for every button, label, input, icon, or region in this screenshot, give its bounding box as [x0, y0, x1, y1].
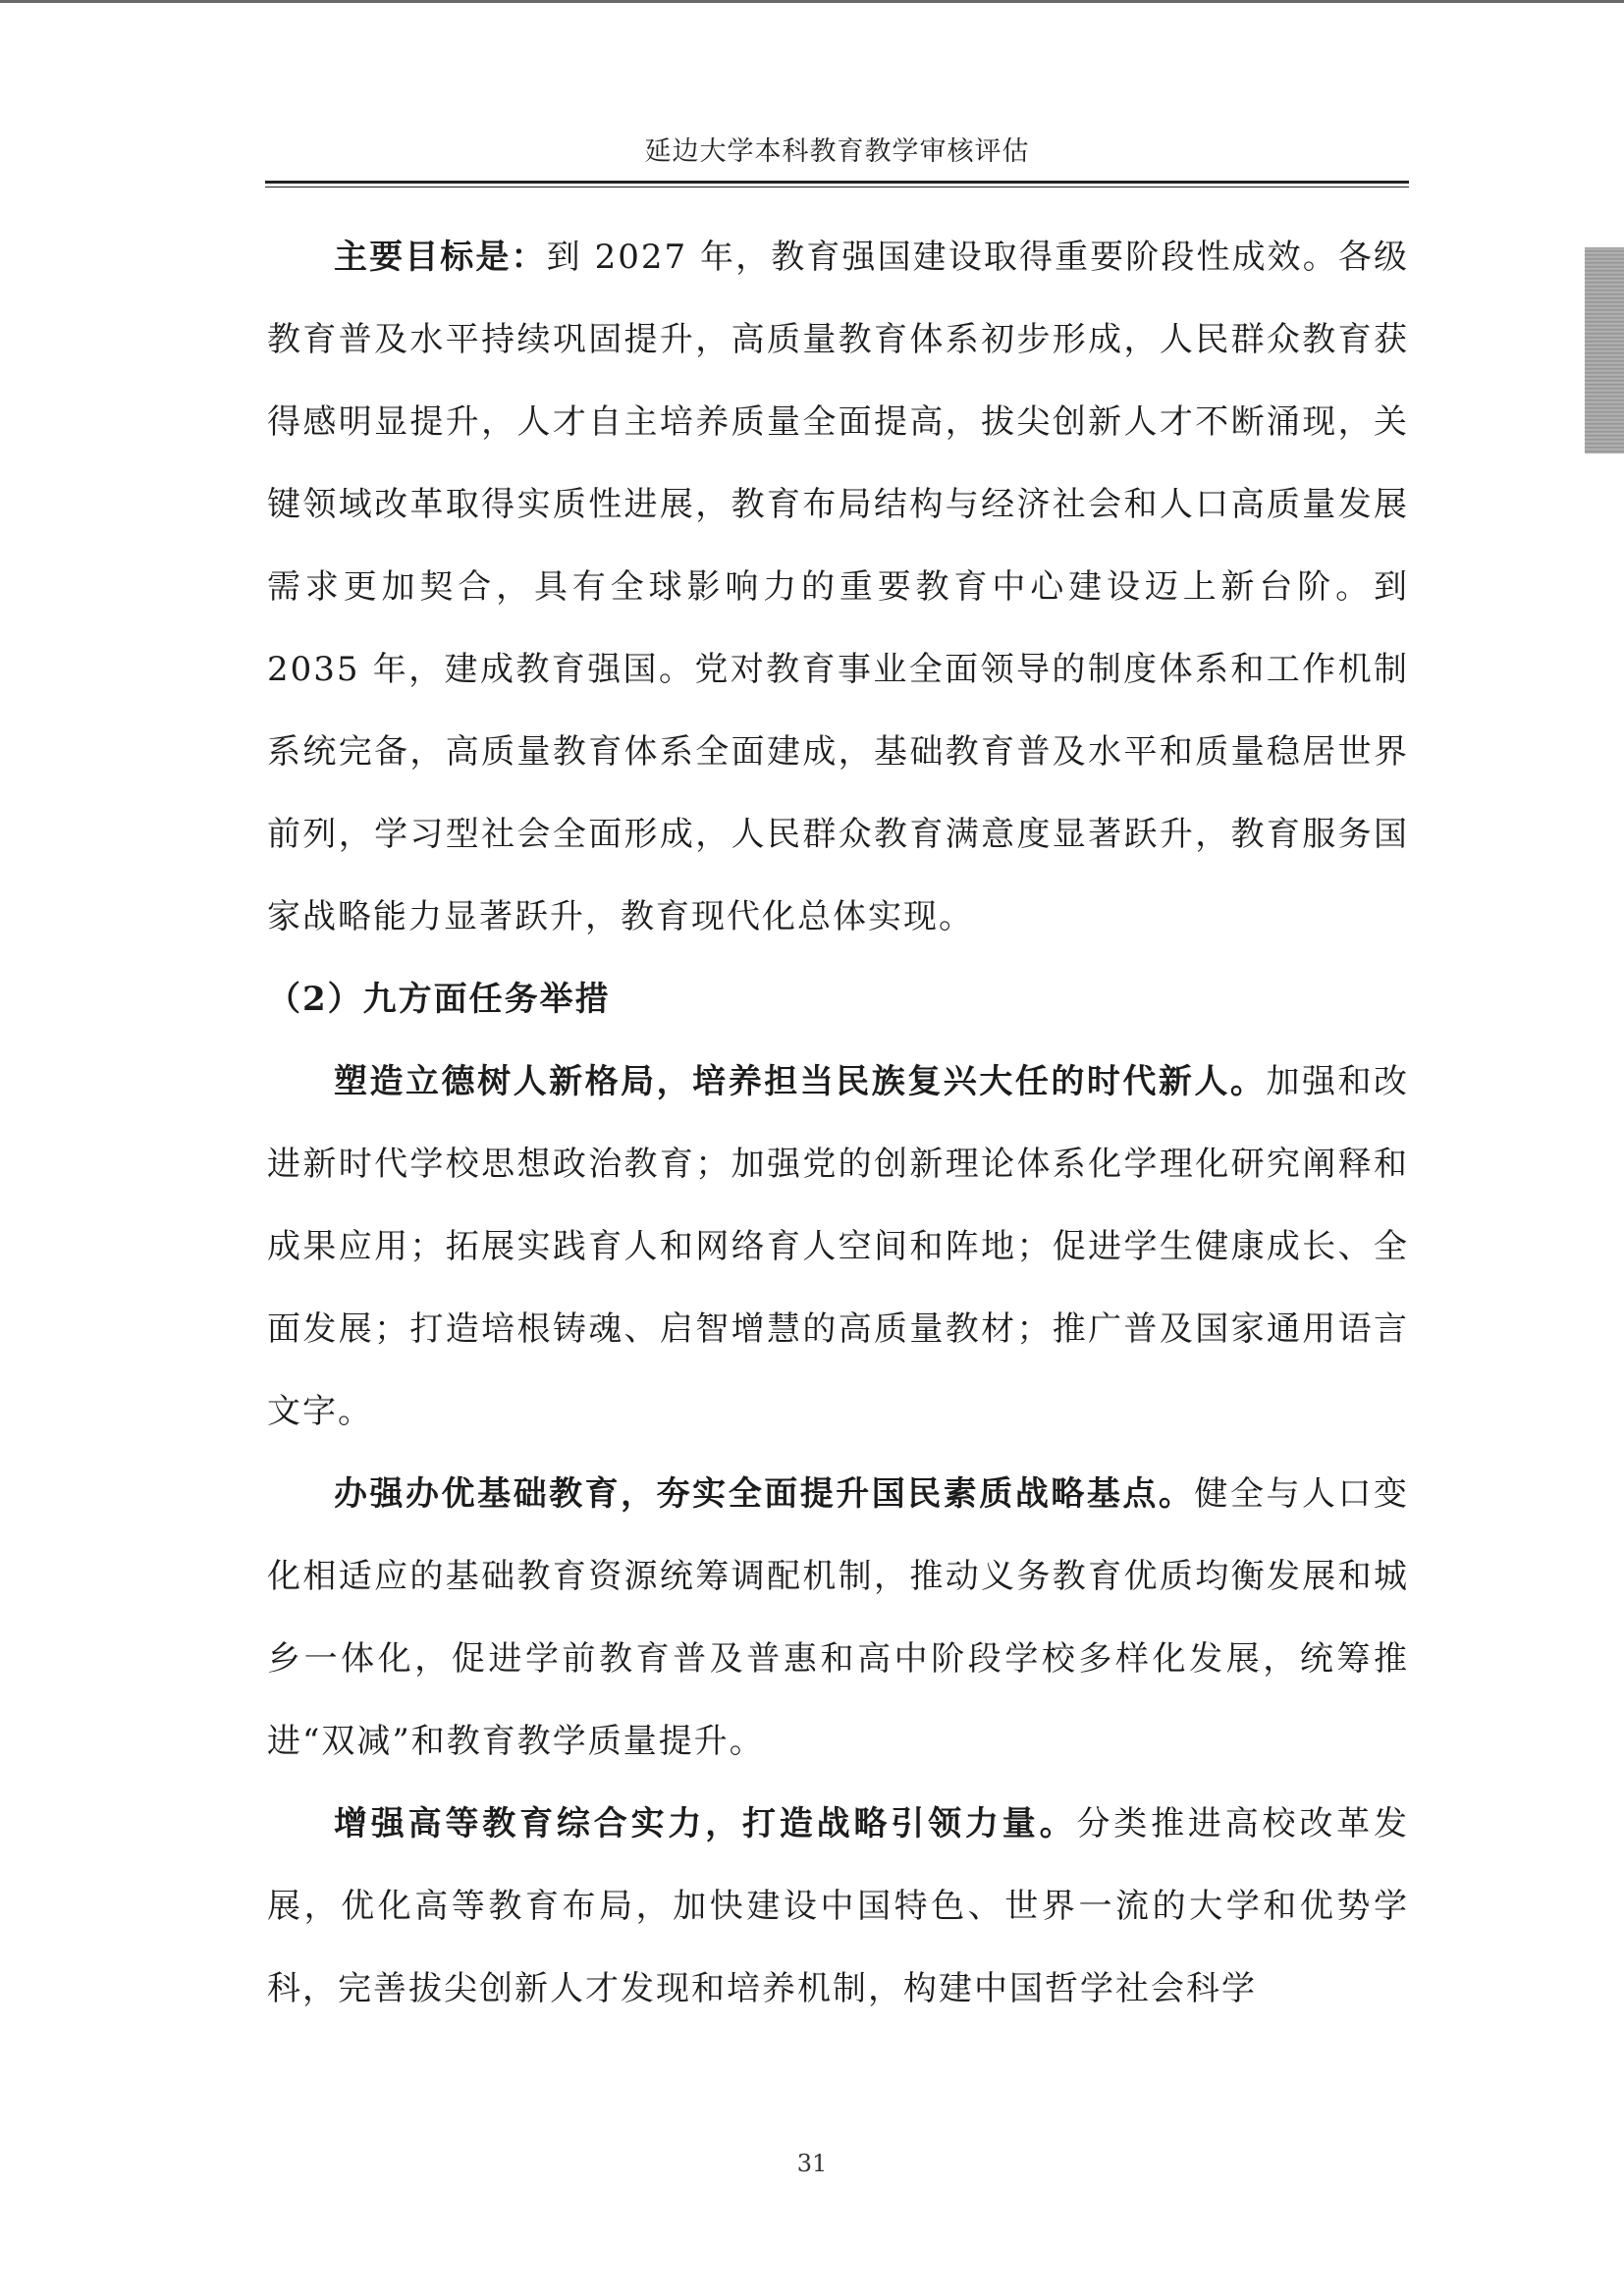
paragraph-main-goals — [267, 216, 1409, 958]
section-subheading: （2）九方面任务举措 — [267, 980, 611, 1019]
paragraph-lead: 塑造立德树人新格局，培养担当民族复兴大任的时代新人。 — [334, 1062, 1267, 1101]
page-number: 31 — [796, 2150, 828, 2177]
paragraph-basic-education — [267, 1453, 1409, 1783]
scan-top-edge — [0, 0, 1624, 3]
paragraph-text: 加强和改进新时代学校思想政治教育；加强党的创新理论体系化学理化研究阐释和成果应用；拓展实践育人和网络育人空间和阵地；促进学生健康成长、全面发展；打造培根铸魂、启智增慧的高质量教材；推广普及国家通用语言文字。 — [267, 1062, 1410, 1431]
paragraph-higher-education — [267, 1783, 1409, 2030]
paragraph-text: 分类推进高校改革发展，优化高等教育布局，加快建设中国特色、世界一流的大学和优势学科，完善拔尖创新人才发现和培养机制，构建中国哲学社会科学 — [267, 1804, 1410, 2008]
document-body — [267, 216, 1409, 2030]
paragraph-lead: 增强高等教育综合实力，打造战略引领力量。 — [334, 1804, 1077, 1843]
paragraph-lead: 主要目标是： — [334, 238, 547, 277]
running-header: 延边大学本科教育教学审核评估 — [644, 136, 1030, 167]
scan-margin-strip — [1585, 247, 1624, 454]
paragraph-text: 健全与人口变化相适应的基础教育资源统筹调配机制，推动义务教育优质均衡发展和城乡一体化，促进学前教育普及普惠和高中阶段学校多样化发展，统筹推进“双减”和教育教学质量提升。 — [267, 1474, 1410, 1761]
paragraph-text: 到 2027 年，教育强国建设取得重要阶段性成效。各级教育普及水平持续巩固提升，高质量教育体系初步形成，人民群众教育获得感明显提升，人才自主培养质量全面提高，拔尖创新人才不断涌现，关键领域改革取得实质性进展，教育布局结构与经济社会和人口高质量发展需求更加契合，具有全球影响力的重要教育中心建设迈上新台阶。到 2035 年，建成教育强国。党对教育事业全面领导的制度体系和工作机制系统完备，高质量教育体系全面建成，基础教育普及水平和质量稳居世界前列，学习型社会全面形成，人民群众教育满意度显著跃升，教育服务国家战略能力显著跃升，教育现代化总体实现。 — [267, 238, 1409, 936]
header-rule-thick — [265, 181, 1409, 184]
paragraph-lead: 办强办优基础教育，夯实全面提升国民素质战略基点。 — [334, 1474, 1195, 1514]
paragraph-moral-education — [267, 1041, 1409, 1453]
